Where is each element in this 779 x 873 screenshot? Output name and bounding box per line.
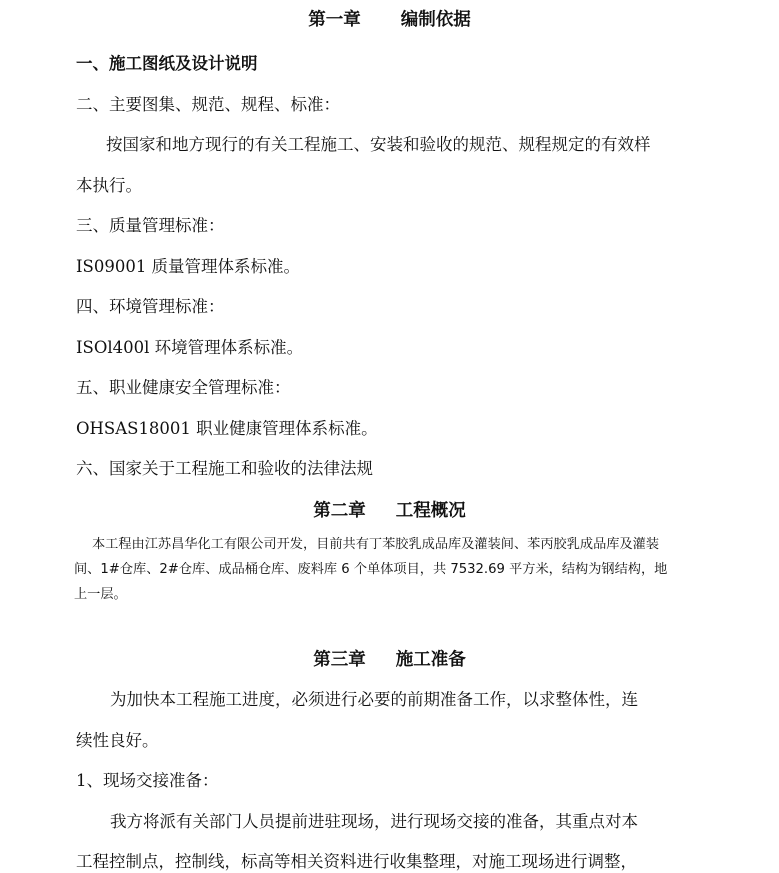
item-1-text-line-2: 工程控制点，控制线，标高等相关资料进行收集整理，对施工现场进行调整，: [76, 852, 637, 871]
section-2-text-line-2: 本执行。: [76, 176, 142, 195]
section-5-heading: 五、职业健康安全管理标准：: [76, 378, 291, 397]
item-1-text-line-1: 我方将派有关部门人员提前进驻现场，进行现场交接的准备，其重点对本: [110, 812, 638, 831]
section-1-heading: 一、施工图纸及设计说明: [76, 54, 258, 73]
section-4-heading: 四、环境管理标准：: [76, 297, 225, 316]
chapter-2-body-line-2: 间、1#仓库、2#仓库、成品桶仓库、废料库 6 个单体项目，共 7532.69 平方米，结构为钢结构，地: [74, 562, 668, 577]
chapter-2-heading: [0, 497, 779, 522]
section-2-heading: 二、主要图集、规范、规程、标准：: [76, 95, 340, 114]
chapter-3-intro-line-2: 续性良好。: [76, 731, 159, 750]
chapter-1-title: 编制依据: [400, 10, 471, 30]
item-1-heading: 1、现场交接准备：: [76, 771, 219, 790]
section-2-text-line-1: 按国家和地方现行的有关工程施工、安装和验收的规范、规程规定的有效样: [106, 135, 651, 154]
section-3-text: IS09001 质量管理体系标准。: [76, 257, 301, 276]
chapter-2-body-line-1: 本工程由江苏昌华化工有限公司开发，目前共有丁苯胶乳成品库及灌装间、苯丙胶乳成品库及灌装: [92, 537, 660, 552]
chapter-3-number: 第三章: [313, 650, 366, 670]
section-3-heading: 三、质量管理标准：: [76, 216, 225, 235]
section-4-text: ISOl400l 环境管理体系标准。: [76, 338, 304, 357]
chapter-2-title: 工程概况: [395, 501, 466, 521]
chapter-2-number: 第二章: [313, 501, 366, 521]
chapter-1-heading: [0, 6, 779, 31]
chapter-2-body-line-3: 上一层。: [74, 587, 127, 602]
chapter-3-intro-line-1: 为加快本工程施工进度，必须进行必要的前期准备工作，以求整体性，连: [110, 690, 638, 709]
chapter-1-number: 第一章: [308, 10, 361, 30]
chapter-3-title: 施工准备: [395, 650, 466, 670]
section-6-heading: 六、国家关于工程施工和验收的法律法规: [76, 459, 373, 478]
chapter-3-heading: [0, 646, 779, 671]
section-5-text: OHSAS18001 职业健康管理体系标准。: [76, 419, 378, 438]
